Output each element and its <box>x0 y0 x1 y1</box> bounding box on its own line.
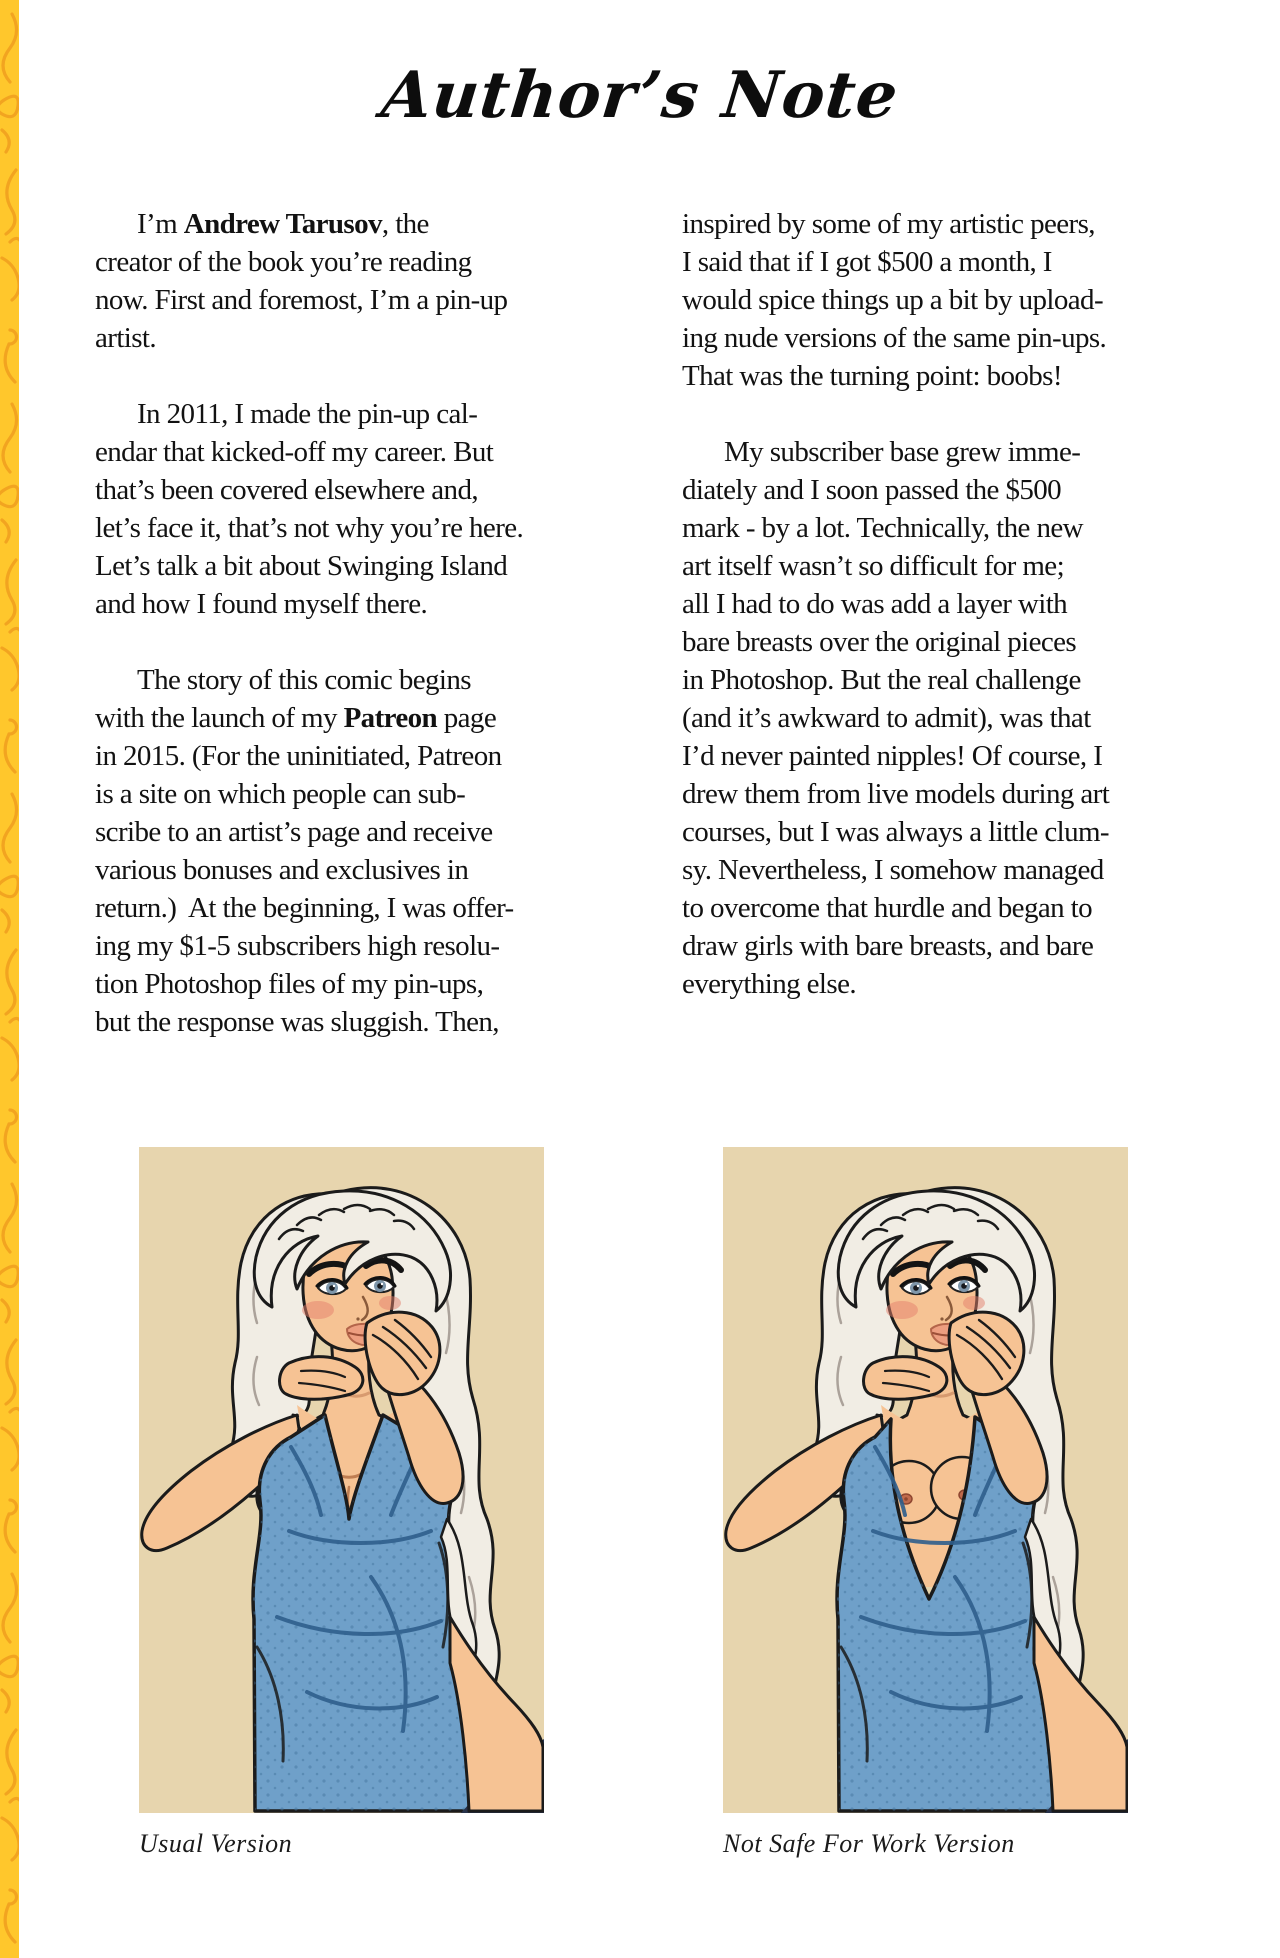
text-line: inspired by some of my artistic peers, <box>682 208 1095 240</box>
decorative-left-border <box>0 0 19 1958</box>
paragraph <box>95 661 615 1041</box>
text-line: tion Photoshop files of my pin-ups, <box>95 968 484 1000</box>
doodle-pattern-icon <box>0 0 19 1958</box>
page-title: Author’s Note <box>378 58 902 133</box>
pinup-illustration-usual-icon <box>139 1147 544 1813</box>
text-line: all I had to do was add a layer with <box>682 588 1068 620</box>
text-line: with the launch of my Patreon page <box>95 702 497 734</box>
paragraph <box>95 205 615 357</box>
text-line: let’s face it, that’s not why you’re here. <box>95 512 524 544</box>
pinup-illustration-nsfw-icon <box>723 1147 1128 1813</box>
text-line: My subscriber base grew imme- <box>724 436 1081 468</box>
text-line: various bonuses and exclusives in <box>95 854 469 886</box>
text-line: (and it’s awkward to admit), was that <box>682 702 1091 734</box>
text-line: sy. Nevertheless, I somehow managed <box>682 854 1104 886</box>
text-line: I’d never painted nipples! Of course, I <box>682 740 1103 772</box>
paragraph <box>95 395 615 623</box>
left-text-column <box>95 205 615 1079</box>
text-line: mark - by a lot. Technically, the new <box>682 512 1083 544</box>
text-line: would spice things up a bit by upload- <box>682 284 1104 316</box>
text-line: Let’s talk a bit about Swinging Island <box>95 550 508 582</box>
figure-caption-usual: Usual Version <box>139 1829 293 1858</box>
text-line: and how I found myself there. <box>95 588 428 620</box>
text-line: that’s been covered elsewhere and, <box>95 474 478 506</box>
paragraph <box>682 433 1202 1003</box>
text-line: everything else. <box>682 968 857 1000</box>
text-line: The story of this comic begins <box>137 664 471 696</box>
figure-usual-version <box>139 1147 546 1859</box>
text-line: return.) At the beginning, I was offer- <box>95 892 514 924</box>
text-line: courses, but I was always a little clum- <box>682 816 1109 848</box>
text-line: endar that kicked-off my career. But <box>95 436 494 468</box>
text-line: bare breasts over the original pieces <box>682 626 1077 658</box>
text-line: diately and I soon passed the $500 <box>682 474 1062 506</box>
text-line: ing nude versions of the same pin-ups. <box>682 322 1107 354</box>
text-line: to overcome that hurdle and began to <box>682 892 1093 924</box>
text-line: artist. <box>95 322 157 354</box>
text-line: drew them from live models during art <box>682 778 1110 810</box>
text-line: creator of the book you’re reading <box>95 246 472 278</box>
text-line: is a site on which people can sub- <box>95 778 466 810</box>
text-line: but the response was sluggish. Then, <box>95 1006 499 1038</box>
right-text-column <box>682 205 1202 1041</box>
text-line: In 2011, I made the pin-up cal- <box>137 398 478 430</box>
paragraph <box>682 205 1202 395</box>
text-line: now. First and foremost, I’m a pin-up <box>95 284 508 316</box>
text-line: I said that if I got $500 a month, I <box>682 246 1052 278</box>
figure-nsfw-version <box>723 1147 1130 1859</box>
text-line: That was the turning point: boobs! <box>682 360 1062 392</box>
text-line: I’m Andrew Tarusov, the <box>137 208 429 240</box>
text-line: in 2015. (For the uninitiated, Patreon <box>95 740 502 772</box>
text-line: draw girls with bare breasts, and bare <box>682 930 1094 962</box>
figure-caption-nsfw: Not Safe For Work Version <box>723 1829 1015 1858</box>
text-line: in Photoshop. But the real challenge <box>682 664 1081 696</box>
text-line: art itself wasn’t so difficult for me; <box>682 550 1065 582</box>
text-line: ing my $1-5 subscribers high resolu- <box>95 930 500 962</box>
text-line: scribe to an artist’s page and receive <box>95 816 493 848</box>
